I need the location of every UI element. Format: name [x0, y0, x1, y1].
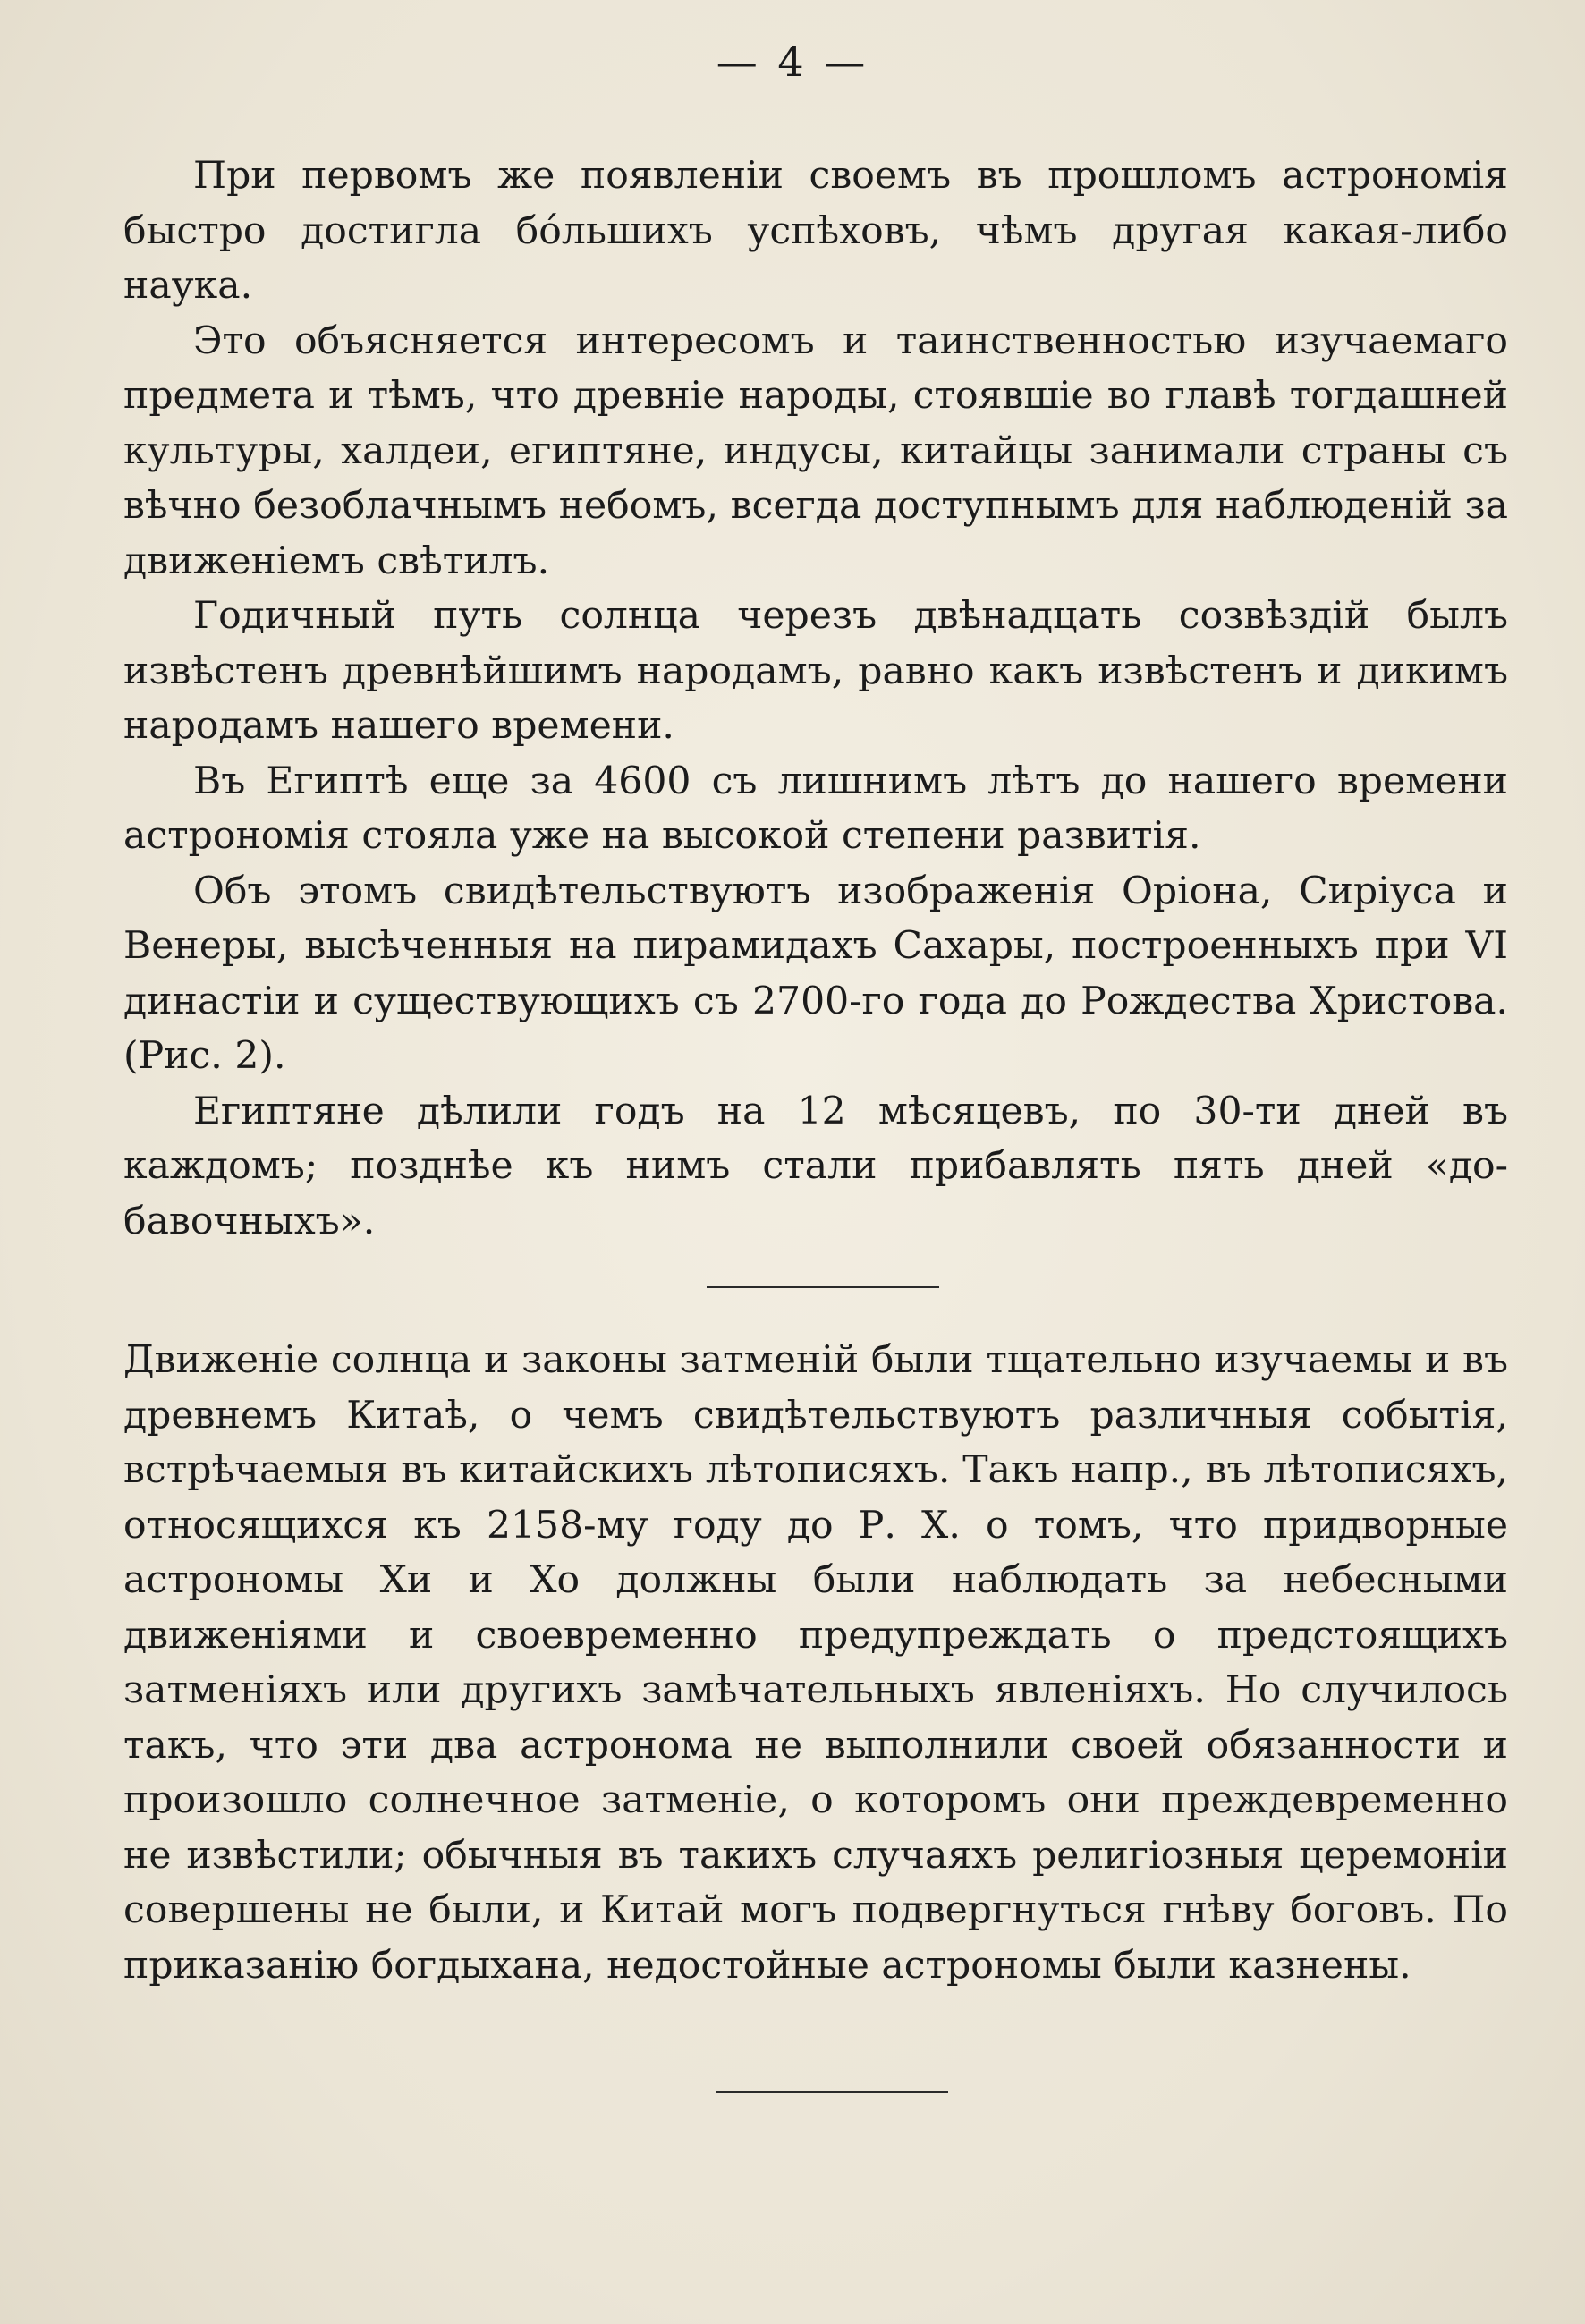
section-divider: [716, 2091, 948, 2093]
section-divider: [707, 1286, 939, 1288]
paragraph: Движеніе солнца и законы затменій были тщательно изучаемы и въ древнемъ Китаѣ, о чемъ свидѣтельствуютъ различныя событія, встрѣчаемыя въ китайскихъ лѣтописяхъ. Такъ напр., въ лѣтописяхъ, относящихся къ 2158-му году до Р. Х. о томъ, что придворные астрономы Хи и Хо должны были наблюдать за небесными движеніями и своевременно предупреждать о предстоящихъ затменіяхъ или другихъ замѣчательныхъ явленіяхъ. Но случилось такъ, что эти два астронома не выполнили своей обязанности и произошло солнечное затменіе, о которомъ они преждевременно не извѣстили; обычныя въ такихъ случаяхъ религіозныя церемоніи совершены не были, и Китай могъ подвергнуться гнѣву боговъ. По приказанію богдыхана, недостойные астрономы были казнены.: [123, 1338, 1508, 1988]
paragraph: Годичный путь солнца черезъ двѣнадцать созвѣздій былъ извѣстенъ древнѣйшимъ народамъ, равно какъ извѣстенъ и дикимъ народамъ нашего времени.: [123, 594, 1508, 748]
page-number: — 4 —: [716, 38, 869, 86]
section-ancient-astronomy: [123, 148, 1508, 1249]
section-china-eclipses: [123, 1333, 1508, 1993]
paragraph: Въ Египтѣ еще за 4600 съ лишнимъ лѣтъ до нашего времени астрономія стояла уже на высокой степени развитія.: [123, 759, 1508, 858]
paragraph: Египтяне дѣлили годъ на 12 мѣсяцевъ, по 30-ти дней въ каждомъ; позднѣе къ нимъ стали прибавлять пять дней «добавочныхъ».: [123, 1089, 1508, 1243]
paragraph: Объ этомъ свидѣтельствуютъ изображенія Оріона, Сиріуса и Венеры, высѣченныя на пирамидахъ Сахары, построенныхъ при VI династіи и существующихъ съ 2700-го года до Рождества Христова. (Рис. 2).: [123, 869, 1508, 1078]
paragraph: Это объясняется интересомъ и таинственностью изучаемаго предмета и тѣмъ, что древніе народы, стоявшіе во главѣ тогдашней культуры, халдеи, египтяне, индусы, китайцы занимали страны съ вѣчно безоблачнымъ небомъ, всегда доступнымъ для наблюденій за движеніемъ свѣтилъ.: [123, 318, 1508, 583]
paragraph: При первомъ же появленіи своемъ въ прошломъ астрономія быстро достигла бо́льшихъ успѣховъ, чѣмъ другая какая-либо наука.: [123, 154, 1508, 308]
